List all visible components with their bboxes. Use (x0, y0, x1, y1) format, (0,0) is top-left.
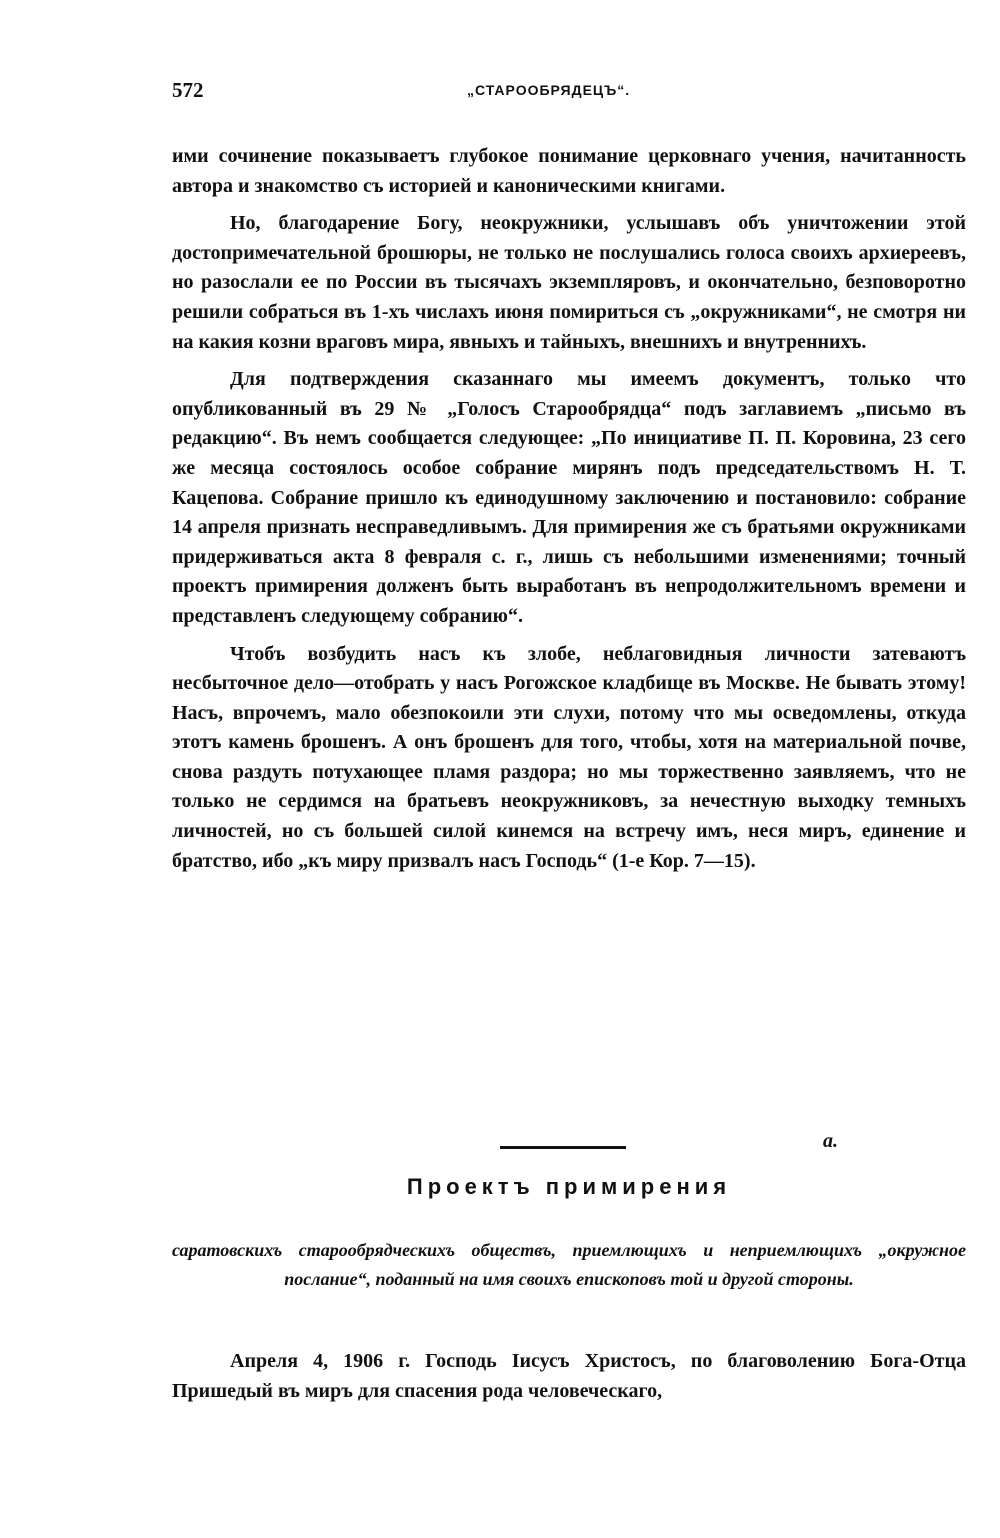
opening-text: Апреля 4, 1906 г. Господь Iисусъ Христосъ, по благоволению Бога-Отца Пришедый въ миръ для спасения рода человеческаго, (172, 1350, 966, 1402)
main-text (172, 142, 966, 884)
page-header (172, 78, 966, 106)
section-subtitle: саратовскихъ старообрядческихъ обществъ, приемлющихъ и неприемлющихъ „окружное послание“, поданный на имя своихъ епископовъ той и другой стороны. (172, 1240, 966, 1289)
section-divider (500, 1146, 626, 1149)
signature: а. (823, 1130, 838, 1152)
section-title: Проектъ примирения (406, 1174, 732, 1199)
paragraph-3: Для подтверждения сказаннаго мы имеемъ документъ, только что опубликованный въ 29 № „Голосъ Старообрядца“ подъ заглавиемъ „письмо въ редакцию“. Въ немъ сообщается следующее: „По инициативе П. П. Коровина, 23 сего же месяца состоялось особое собрание мирянъ подъ председательствомъ Н. Т. Кацепова. Собрание пришло къ единодушному заключению и постановило: собрание 14 апреля признать несправедливымъ. Для примирения же съ братьями окружниками придерживаться акта 8 февраля с. г., лишь съ небольшими изменениями; точный проектъ примирения долженъ быть выработанъ въ непродолжительномъ времени и представленъ следующему собранию“. (172, 368, 966, 627)
paragraph-2: Но, благодарение Богу, неокружники, услышавъ объ уничтожении этой достопримечательной брошюры, не только не послушались голоса своихъ архиереевъ, но разослали ее по России въ тысячахъ экземпляровъ, и окончательно, безповоротно решили собраться въ 1-хъ числахъ июня помириться съ „окружниками“, не смотря ни на какия козни враговъ мира, явныхъ и тайныхъ, внешнихъ и внутреннихъ. (172, 212, 966, 353)
paragraph-4: Чтобъ возбудить насъ къ злобе, неблаговидныя личности затеваютъ несбыточное дело—отобрать у насъ Рогожское кладбище въ Москве. Не бывать этому! Насъ, впрочемъ, мало обезпокоили эти слухи, потому что мы осведомлены, откуда этотъ камень брошенъ. А онъ брошенъ для того, чтобы, хотя на материальной почве, снова раздуть потухающее пламя раздора; но мы торжественно заявляемъ, что не только не сердимся на братьевъ неокружниковъ, за нечестную выходку темныхъ личностей, но съ большей силой кинемся на встречу имъ, неся миръ, единение и братство, ибо „къ миру призвалъ насъ Господь“ (1-е Кор. 7—15). (172, 642, 966, 872)
running-title: „СТАРООБРЯДЕЦЪ“. (467, 82, 631, 98)
page-number: 572 (172, 78, 204, 102)
opening-paragraph (172, 1346, 966, 1406)
paragraph-1: ими сочинение показываетъ глубокое понимание церковнаго учения, начитанность автора и знакомство съ историей и каноническими книгами. (172, 145, 966, 197)
